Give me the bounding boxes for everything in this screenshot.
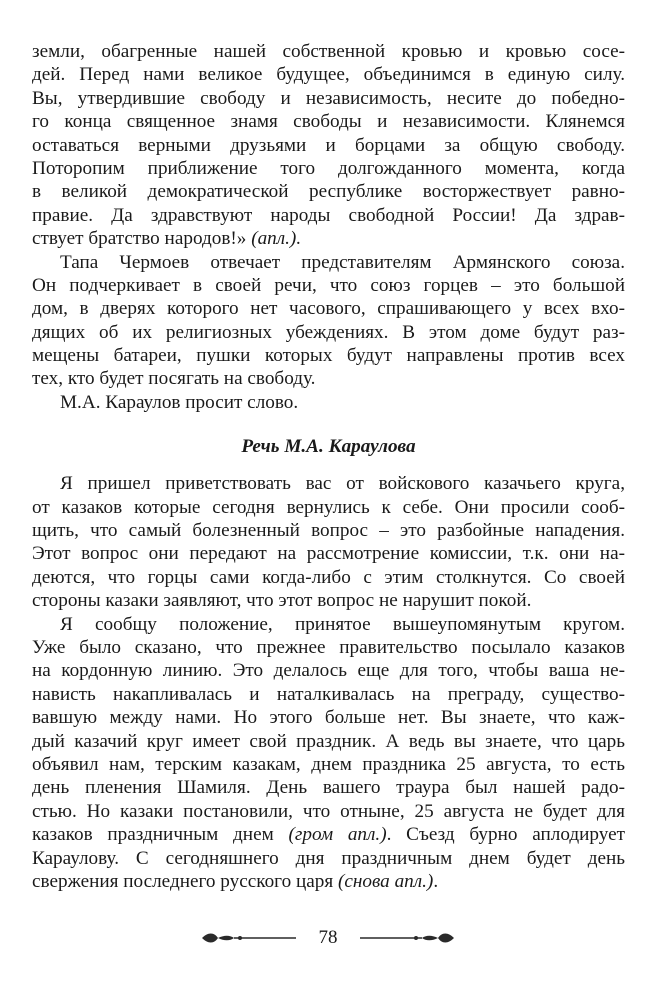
paragraph-5 — [32, 613, 625, 894]
page-number: 78 — [318, 927, 338, 948]
text-line: щить, что самый болезненный вопрос – это разбойные нападения. — [32, 520, 625, 542]
text-line: Поторопим приближение того долгожданного момента, когда — [32, 157, 625, 179]
text-line: земли, обагренные нашей собственной кровью и кровью сосе- — [32, 41, 625, 62]
text-segment: ствует братство народов!» — [32, 228, 247, 250]
applause-note: (снова апл.) — [337, 870, 434, 892]
text-line — [32, 870, 625, 893]
text-line: Вы, утвердившие свободу и независимость, несите до победно- — [32, 87, 625, 109]
ornament-right-icon — [356, 930, 456, 946]
text-line: Он подчеркивает в своей речи, что союз горцев – это большой — [32, 274, 625, 296]
paragraph-4 — [32, 472, 625, 612]
page-text — [32, 40, 625, 893]
paragraph-1 — [32, 40, 625, 251]
text-line: от казаков которые сегодня вернулись к себе. Они просили сооб- — [32, 496, 625, 518]
text-line: дый казачий круг имеет свой праздник. А ведь вы знаете, что царь — [32, 730, 625, 752]
text-line: стью. Но казаки постановили, что отныне, 25 августа не будет для — [32, 800, 625, 822]
text-line: правие. Да здравствуют народы свободной России! Да здрав- — [32, 204, 625, 226]
text-line: М.А. Караулов просит слово. — [60, 391, 299, 413]
applause-note: (гром апл.) — [288, 824, 387, 846]
applause-note: (апл.). — [251, 228, 302, 250]
paragraph-2 — [32, 251, 625, 391]
text-line: на кордонную линию. Это делалось еще для того, чтобы ваша не- — [32, 660, 625, 682]
text-line: Я пришел приветствовать вас от войскового казачьего круга, — [60, 473, 625, 495]
text-line: оставаться верными друзьями и борцами за общую свободу. — [32, 134, 625, 156]
text-line: Я сообщу положение, принятое вышеупомянутым кругом. — [60, 613, 625, 635]
text-line: стороны казаки заявляют, что этот вопрос не нарушит покой. — [32, 590, 532, 612]
text-line: тех, кто будет посягать на свободу. — [32, 368, 316, 390]
text-segment: казаков праздничным днем — [32, 824, 274, 846]
text-line: дящих об их религиозных убеждениях. В этом доме будут раз- — [32, 321, 625, 343]
text-line — [32, 227, 625, 250]
text-line: вавшую между нами. Но этого больше нет. Вы знаете, что каж- — [32, 707, 625, 729]
text-line — [32, 823, 625, 846]
text-segment: . — [433, 870, 439, 892]
text-line: дом, в дверях которого нет часового, спрашивающего у всех вхо- — [32, 298, 625, 320]
text-line: деются, что горцы сами когда-либо с этим столкнутся. Со своей — [32, 566, 625, 588]
text-line: Караулову. С сегодняшнего дня праздничным днем будет день — [32, 847, 625, 869]
section-heading: Речь М.А. Караулова — [241, 436, 416, 458]
text-line: Этот вопрос они передают на рассмотрение комиссии, т.к. они на- — [32, 543, 625, 565]
text-line: Уже было сказано, что прежнее правительство посылало казаков — [32, 636, 625, 658]
text-line: мещены батареи, пушки которых будут направлены против всех — [32, 345, 625, 367]
text-line: в великой демократической республике восторжествует равно- — [32, 181, 625, 203]
page-footer — [200, 926, 456, 950]
text-segment: свержения последнего русского царя — [32, 870, 334, 892]
text-line: объявил нам, терским казакам, днем праздника 25 августа, то есть — [32, 753, 625, 775]
text-segment: . Съезд бурно аплодирует — [386, 824, 625, 846]
text-line: го конца священное знамя свободы и независимости. Клянемся — [32, 111, 625, 133]
text-line: Тапа Чермоев отвечает представителям Армянского союза. — [60, 251, 625, 273]
text-line: нависть накапливалась и наталкивалась на преграду, существо- — [32, 683, 625, 705]
paragraph-3 — [32, 391, 625, 414]
spacer — [32, 414, 625, 428]
text-line: дей. Перед нами великое будущее, объединимся в единую силу. — [32, 64, 625, 86]
text-line: день пленения Шамиля. День вашего траура был нашей радо- — [32, 777, 625, 799]
